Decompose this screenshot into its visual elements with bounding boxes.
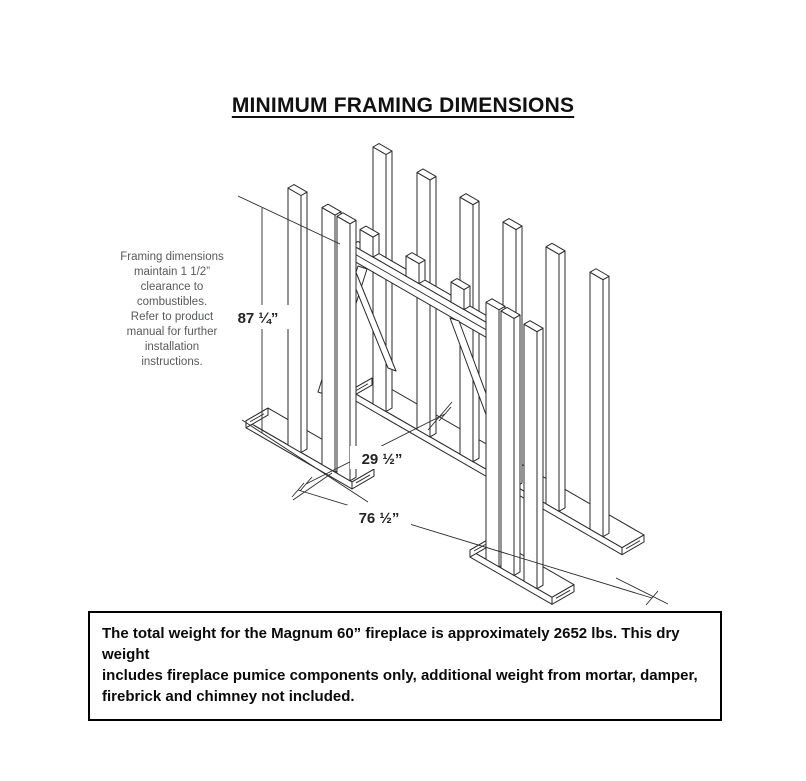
width-dimension-label: 76 ½” xyxy=(358,510,400,527)
note-line: installation xyxy=(144,341,200,353)
weight-disclaimer-box xyxy=(88,611,722,721)
note-line: maintain 1 1/2” xyxy=(133,266,211,278)
note-line: clearance to xyxy=(140,281,204,293)
depth-dimension-label: 29 ½” xyxy=(361,451,403,468)
note-line: manual for further xyxy=(126,326,218,338)
disclaimer-line: The total weight for the Magnum 60” fireplace is approximately 2652 lbs. This dry weight xyxy=(102,625,680,663)
note-line: instructions. xyxy=(141,356,203,368)
framing-linework xyxy=(238,144,668,605)
height-dimension-label: 87 ¼” xyxy=(237,310,279,327)
disclaimer-line: firebrick and chimney not included. xyxy=(102,688,355,705)
note-line: Framing dimensions xyxy=(120,251,224,263)
disclaimer-line: includes fireplace pumice components only, additional weight from mortar, damper, xyxy=(102,667,698,684)
page-title-text: MINIMUM FRAMING DIMENSIONS xyxy=(231,94,575,117)
note-line: combustibles. xyxy=(136,296,208,308)
note-line: Refer to product xyxy=(130,311,214,323)
